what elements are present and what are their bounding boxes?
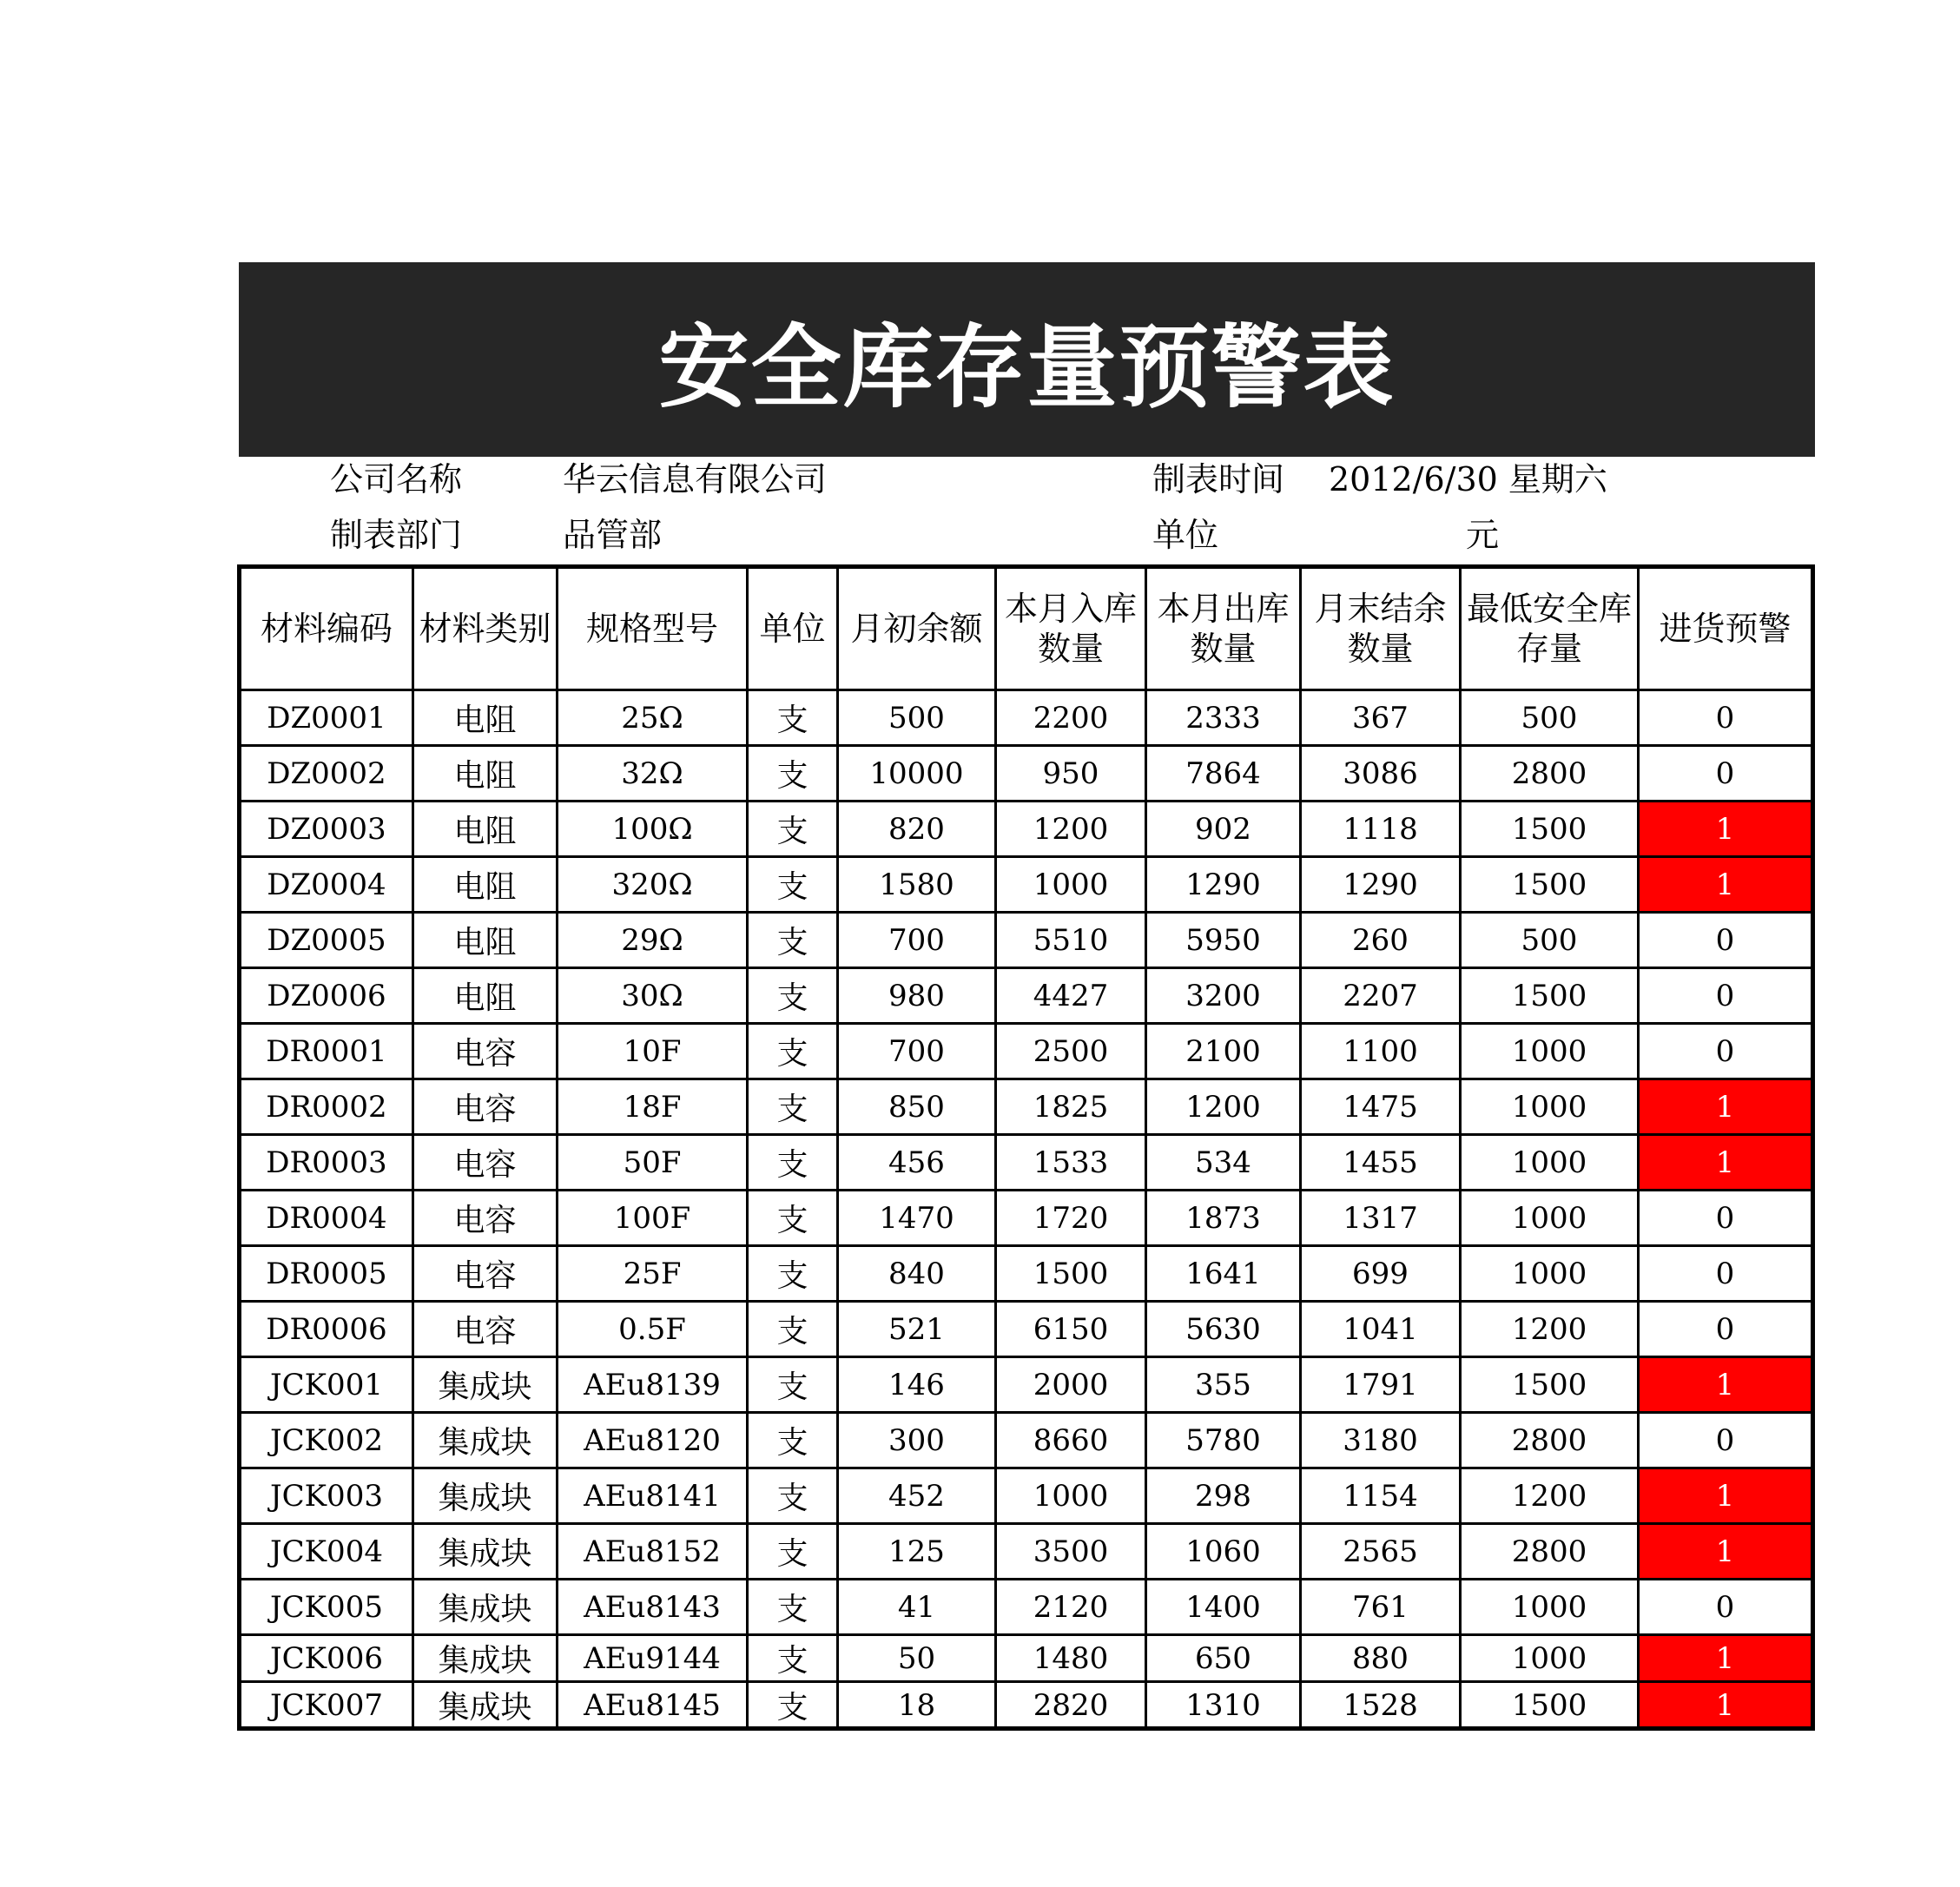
date-value: 2012/6/30 星期六 (1329, 460, 1607, 498)
cell-spec: AEu8145 (558, 1682, 748, 1729)
cell-warning: 1 (1639, 1682, 1812, 1729)
cell-outbound: 7864 (1146, 746, 1301, 802)
cell-outbound: 1200 (1146, 1079, 1301, 1135)
cell-closing: 1791 (1301, 1357, 1461, 1413)
cell-min-safety: 500 (1461, 913, 1639, 968)
cell-code: JCK002 (241, 1413, 413, 1468)
cell-code: DZ0004 (241, 857, 413, 913)
cell-code: DR0001 (241, 1024, 413, 1079)
col-header-closing: 月末结余数量 (1301, 568, 1461, 690)
cell-opening: 820 (838, 802, 996, 857)
cell-min-safety: 1000 (1461, 1024, 1639, 1079)
cell-unit: 支 (748, 1682, 838, 1729)
cell-opening: 125 (838, 1524, 996, 1580)
cell-code: JCK001 (241, 1357, 413, 1413)
cell-inbound: 3500 (996, 1524, 1146, 1580)
cell-warning: 0 (1639, 968, 1812, 1024)
cell-spec: 29Ω (558, 913, 748, 968)
cell-warning: 1 (1639, 1357, 1812, 1413)
cell-inbound: 1720 (996, 1191, 1146, 1246)
cell-min-safety: 1000 (1461, 1191, 1639, 1246)
cell-closing: 1528 (1301, 1682, 1461, 1729)
cell-min-safety: 1000 (1461, 1079, 1639, 1135)
table-row (241, 1079, 1812, 1135)
cell-unit: 支 (748, 857, 838, 913)
cell-spec: 10F (558, 1024, 748, 1079)
cell-code: DR0006 (241, 1302, 413, 1357)
cell-outbound: 534 (1146, 1135, 1301, 1191)
cell-opening: 521 (838, 1302, 996, 1357)
cell-inbound: 1533 (996, 1135, 1146, 1191)
cell-inbound: 1825 (996, 1079, 1146, 1135)
cell-min-safety: 1000 (1461, 1246, 1639, 1302)
title-banner (239, 262, 1815, 457)
table-row (241, 1580, 1812, 1635)
cell-inbound: 1000 (996, 857, 1146, 913)
table-row (241, 746, 1812, 802)
cell-code: DR0002 (241, 1079, 413, 1135)
cell-category: 电阻 (413, 857, 558, 913)
table-row (241, 1635, 1812, 1682)
cell-warning: 1 (1639, 1524, 1812, 1580)
table-row (241, 1302, 1812, 1357)
cell-spec: AEu8141 (558, 1468, 748, 1524)
cell-inbound: 1480 (996, 1635, 1146, 1682)
cell-warning: 0 (1639, 1413, 1812, 1468)
table-row (241, 1246, 1812, 1302)
cell-spec: 100Ω (558, 802, 748, 857)
table-row (241, 1413, 1812, 1468)
cell-unit: 支 (748, 1635, 838, 1682)
unit-label: 单位 (1152, 516, 1219, 554)
cell-min-safety: 1500 (1461, 857, 1639, 913)
cell-unit: 支 (748, 1468, 838, 1524)
cell-spec: 50F (558, 1135, 748, 1191)
cell-opening: 300 (838, 1413, 996, 1468)
cell-inbound: 950 (996, 746, 1146, 802)
cell-opening: 146 (838, 1357, 996, 1413)
cell-closing: 1100 (1301, 1024, 1461, 1079)
table-body (241, 690, 1812, 1729)
cell-code: DZ0005 (241, 913, 413, 968)
cell-code: JCK003 (241, 1468, 413, 1524)
cell-min-safety: 500 (1461, 690, 1639, 746)
cell-unit: 支 (748, 1024, 838, 1079)
table-row (241, 1191, 1812, 1246)
cell-min-safety: 1000 (1461, 1635, 1639, 1682)
cell-inbound: 2200 (996, 690, 1146, 746)
table-row (241, 913, 1812, 968)
cell-closing: 3086 (1301, 746, 1461, 802)
cell-warning: 1 (1639, 1635, 1812, 1682)
cell-outbound: 5780 (1146, 1413, 1301, 1468)
cell-unit: 支 (748, 746, 838, 802)
cell-code: DR0005 (241, 1246, 413, 1302)
cell-category: 集成块 (413, 1580, 558, 1635)
cell-category: 电阻 (413, 968, 558, 1024)
cell-unit: 支 (748, 1079, 838, 1135)
col-header-code: 材料编码 (241, 568, 413, 690)
cell-warning: 1 (1639, 1079, 1812, 1135)
cell-outbound: 5630 (1146, 1302, 1301, 1357)
cell-inbound: 1500 (996, 1246, 1146, 1302)
cell-outbound: 2100 (1146, 1024, 1301, 1079)
cell-category: 集成块 (413, 1635, 558, 1682)
cell-category: 电容 (413, 1079, 558, 1135)
cell-outbound: 5950 (1146, 913, 1301, 968)
cell-outbound: 650 (1146, 1635, 1301, 1682)
cell-warning: 0 (1639, 1246, 1812, 1302)
cell-opening: 41 (838, 1580, 996, 1635)
cell-closing: 2565 (1301, 1524, 1461, 1580)
cell-warning: 1 (1639, 857, 1812, 913)
cell-opening: 700 (838, 913, 996, 968)
cell-category: 电容 (413, 1246, 558, 1302)
cell-unit: 支 (748, 1524, 838, 1580)
cell-unit: 支 (748, 968, 838, 1024)
cell-opening: 840 (838, 1246, 996, 1302)
cell-opening: 10000 (838, 746, 996, 802)
cell-closing: 2207 (1301, 968, 1461, 1024)
cell-closing: 1475 (1301, 1079, 1461, 1135)
cell-outbound: 902 (1146, 802, 1301, 857)
cell-min-safety: 2800 (1461, 1413, 1639, 1468)
company-label: 公司名称 (330, 460, 463, 498)
col-header-unit: 单位 (748, 568, 838, 690)
cell-code: DR0003 (241, 1135, 413, 1191)
cell-inbound: 6150 (996, 1302, 1146, 1357)
cell-spec: 320Ω (558, 857, 748, 913)
cell-closing: 880 (1301, 1635, 1461, 1682)
cell-unit: 支 (748, 1135, 838, 1191)
cell-opening: 50 (838, 1635, 996, 1682)
cell-warning: 0 (1639, 913, 1812, 968)
cell-spec: AEu9144 (558, 1635, 748, 1682)
cell-outbound: 355 (1146, 1357, 1301, 1413)
col-header-outbound: 本月出库数量 (1146, 568, 1301, 690)
cell-spec: AEu8120 (558, 1413, 748, 1468)
col-header-min-safety: 最低安全库存量 (1461, 568, 1639, 690)
col-header-opening: 月初余额 (838, 568, 996, 690)
cell-spec: 25F (558, 1246, 748, 1302)
cell-spec: AEu8139 (558, 1357, 748, 1413)
cell-closing: 260 (1301, 913, 1461, 968)
table-row (241, 802, 1812, 857)
cell-unit: 支 (748, 1302, 838, 1357)
date-label: 制表时间 (1152, 460, 1285, 498)
cell-code: JCK004 (241, 1524, 413, 1580)
cell-inbound: 8660 (996, 1413, 1146, 1468)
cell-category: 电容 (413, 1135, 558, 1191)
cell-unit: 支 (748, 1357, 838, 1413)
header-row (241, 568, 1812, 690)
cell-inbound: 2000 (996, 1357, 1146, 1413)
cell-min-safety: 1000 (1461, 1135, 1639, 1191)
company-value: 华云信息有限公司 (563, 460, 828, 498)
cell-min-safety: 2800 (1461, 1524, 1639, 1580)
cell-opening: 1470 (838, 1191, 996, 1246)
cell-min-safety: 1500 (1461, 968, 1639, 1024)
cell-opening: 1580 (838, 857, 996, 913)
cell-inbound: 1000 (996, 1468, 1146, 1524)
cell-warning: 1 (1639, 1468, 1812, 1524)
cell-unit: 支 (748, 913, 838, 968)
cell-code: JCK006 (241, 1635, 413, 1682)
table-row (241, 1024, 1812, 1079)
col-header-category: 材料类别 (413, 568, 558, 690)
cell-code: DR0004 (241, 1191, 413, 1246)
cell-inbound: 1200 (996, 802, 1146, 857)
table-row (241, 1135, 1812, 1191)
cell-inbound: 2500 (996, 1024, 1146, 1079)
cell-opening: 850 (838, 1079, 996, 1135)
cell-category: 集成块 (413, 1682, 558, 1729)
cell-code: DZ0001 (241, 690, 413, 746)
page-title: 安全库存量预警表 (658, 314, 1396, 420)
cell-category: 电阻 (413, 913, 558, 968)
cell-category: 集成块 (413, 1413, 558, 1468)
table-row (241, 1468, 1812, 1524)
cell-min-safety: 1500 (1461, 802, 1639, 857)
cell-opening: 18 (838, 1682, 996, 1729)
cell-closing: 1455 (1301, 1135, 1461, 1191)
cell-spec: AEu8143 (558, 1580, 748, 1635)
cell-closing: 699 (1301, 1246, 1461, 1302)
cell-closing: 1290 (1301, 857, 1461, 913)
cell-opening: 700 (838, 1024, 996, 1079)
table-row (241, 1682, 1812, 1729)
col-header-inbound: 本月入库数量 (996, 568, 1146, 690)
cell-spec: 100F (558, 1191, 748, 1246)
cell-unit: 支 (748, 1580, 838, 1635)
cell-outbound: 1641 (1146, 1246, 1301, 1302)
cell-closing: 367 (1301, 690, 1461, 746)
cell-outbound: 1310 (1146, 1682, 1301, 1729)
cell-closing: 1317 (1301, 1191, 1461, 1246)
cell-min-safety: 2800 (1461, 746, 1639, 802)
cell-unit: 支 (748, 1191, 838, 1246)
cell-outbound: 2333 (1146, 690, 1301, 746)
cell-outbound: 1060 (1146, 1524, 1301, 1580)
cell-min-safety: 1200 (1461, 1468, 1639, 1524)
cell-category: 电容 (413, 1024, 558, 1079)
cell-spec: 25Ω (558, 690, 748, 746)
cell-unit: 支 (748, 1413, 838, 1468)
cell-min-safety: 1200 (1461, 1302, 1639, 1357)
table-row (241, 857, 1812, 913)
cell-outbound: 1400 (1146, 1580, 1301, 1635)
cell-spec: 0.5F (558, 1302, 748, 1357)
table-row (241, 1524, 1812, 1580)
cell-spec: 18F (558, 1079, 748, 1135)
cell-code: JCK007 (241, 1682, 413, 1729)
dept-label: 制表部门 (330, 516, 463, 554)
cell-spec: AEu8152 (558, 1524, 748, 1580)
cell-opening: 452 (838, 1468, 996, 1524)
cell-min-safety: 1000 (1461, 1580, 1639, 1635)
cell-category: 电阻 (413, 746, 558, 802)
table-row (241, 1357, 1812, 1413)
table-row (241, 968, 1812, 1024)
cell-code: JCK005 (241, 1580, 413, 1635)
col-header-warning: 进货预警 (1639, 568, 1812, 690)
cell-inbound: 2820 (996, 1682, 1146, 1729)
cell-code: DZ0006 (241, 968, 413, 1024)
cell-closing: 761 (1301, 1580, 1461, 1635)
cell-warning: 0 (1639, 1302, 1812, 1357)
cell-min-safety: 1500 (1461, 1682, 1639, 1729)
cell-code: DZ0002 (241, 746, 413, 802)
cell-inbound: 4427 (996, 968, 1146, 1024)
cell-category: 电阻 (413, 690, 558, 746)
cell-closing: 3180 (1301, 1413, 1461, 1468)
cell-unit: 支 (748, 802, 838, 857)
cell-unit: 支 (748, 1246, 838, 1302)
cell-category: 电容 (413, 1302, 558, 1357)
col-header-spec: 规格型号 (558, 568, 748, 690)
cell-warning: 0 (1639, 1024, 1812, 1079)
cell-category: 集成块 (413, 1357, 558, 1413)
cell-category: 集成块 (413, 1524, 558, 1580)
cell-opening: 980 (838, 968, 996, 1024)
cell-opening: 456 (838, 1135, 996, 1191)
cell-warning: 0 (1639, 1191, 1812, 1246)
inventory-table (239, 566, 1813, 1730)
cell-warning: 0 (1639, 1580, 1812, 1635)
dept-value: 品管部 (563, 516, 663, 554)
cell-outbound: 1290 (1146, 857, 1301, 913)
cell-warning: 1 (1639, 1135, 1812, 1191)
cell-outbound: 3200 (1146, 968, 1301, 1024)
cell-code: DZ0003 (241, 802, 413, 857)
table-row (241, 690, 1812, 746)
cell-spec: 32Ω (558, 746, 748, 802)
cell-inbound: 2120 (996, 1580, 1146, 1635)
cell-category: 电阻 (413, 802, 558, 857)
cell-closing: 1118 (1301, 802, 1461, 857)
cell-inbound: 5510 (996, 913, 1146, 968)
cell-outbound: 1873 (1146, 1191, 1301, 1246)
cell-closing: 1154 (1301, 1468, 1461, 1524)
cell-unit: 支 (748, 690, 838, 746)
cell-outbound: 298 (1146, 1468, 1301, 1524)
cell-warning: 0 (1639, 746, 1812, 802)
cell-spec: 30Ω (558, 968, 748, 1024)
cell-category: 电容 (413, 1191, 558, 1246)
cell-opening: 500 (838, 690, 996, 746)
cell-category: 集成块 (413, 1468, 558, 1524)
cell-min-safety: 1500 (1461, 1357, 1639, 1413)
cell-warning: 1 (1639, 802, 1812, 857)
unit-value: 元 (1466, 516, 1500, 554)
cell-closing: 1041 (1301, 1302, 1461, 1357)
cell-warning: 0 (1639, 690, 1812, 746)
